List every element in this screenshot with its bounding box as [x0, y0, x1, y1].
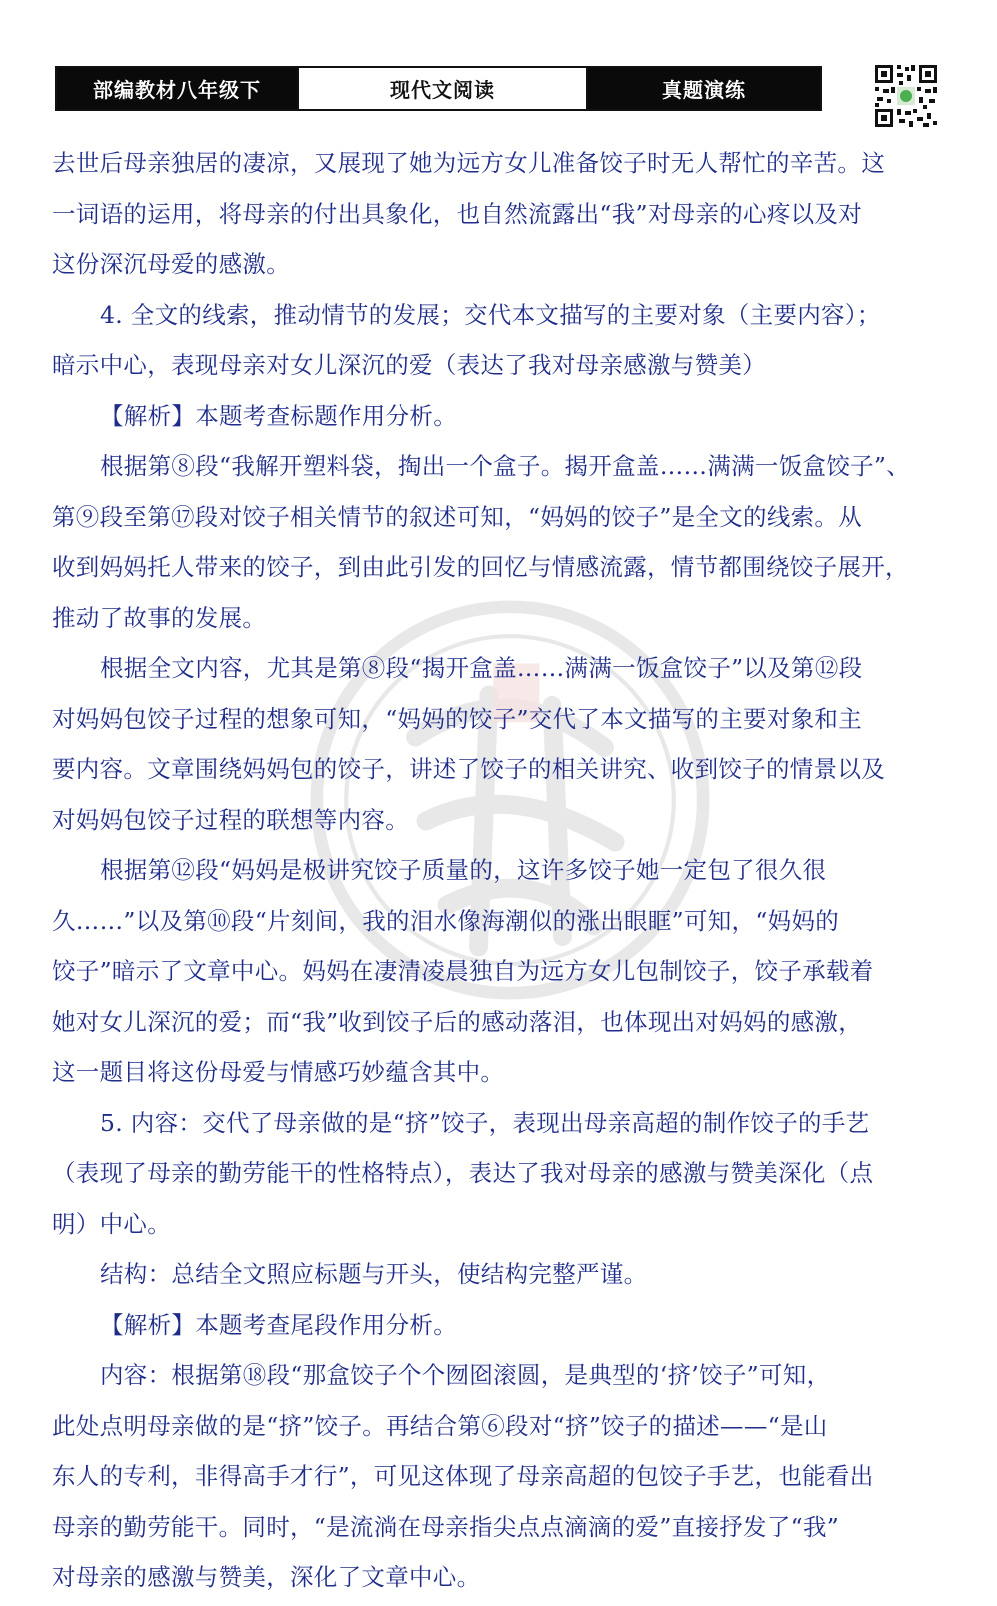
- text-line: 对妈妈包饺子过程的想象可知，“妈妈的饺子”交代了本文描写的主要对象和主: [52, 704, 863, 733]
- text-line: 根据第⑫段“妈妈是极讲究饺子质量的，这许多饺子她一定包了很久很: [100, 856, 827, 884]
- answer-5-heading: 5. 内容：交代了母亲做的是“挤”饺子，表现出母亲高超的制作饺子的手艺: [100, 1108, 870, 1137]
- text-line: 她对女儿深沉的爱；而“我”收到饺子后的感动落泪，也体现出对妈妈的感激，: [52, 1007, 863, 1036]
- text-line: 一词语的运用，将母亲的付出具象化，也自然流露出“我”对母亲的心疼以及对: [52, 199, 863, 228]
- analysis-label: 【解析】本题考查尾段作用分析。: [100, 1310, 457, 1339]
- text-line: 东人的专利，非得高手才行”，可见这体现了母亲高超的包饺子手艺，也能看出: [52, 1462, 874, 1490]
- text-line: 内容：根据第⑱段“那盒饺子个个囫囵滚圆，是典型的‘挤’饺子”可知，: [100, 1361, 831, 1389]
- text-line: 第⑨段至第⑰段对饺子相关情节的叙述可知，“妈妈的饺子”是全文的线索。从: [52, 502, 863, 531]
- text-line: 此处点明母亲做的是“挤”饺子。再结合第⑥段对“挤”饺子的描述——“是山: [52, 1411, 828, 1440]
- text-line: 这一题目将这份母爱与情感巧妙蕴含其中。: [52, 1058, 505, 1086]
- structure-answer: 结构：总结全文照应标题与开头，使结构完整严谨。: [100, 1260, 648, 1288]
- header-textbook: 部编教材八年级下: [57, 68, 297, 109]
- text-line: 根据全文内容，尤其是第⑧段“揭开盒盖……满满一饭盒饺子”以及第⑫段: [100, 654, 863, 682]
- text-line: 饺子”暗示了文章中心。妈妈在凄清凌晨独自为远方女儿包制饺子，饺子承载着: [52, 957, 874, 985]
- text-line: 推动了故事的发展。: [52, 603, 267, 632]
- header-bar: [55, 66, 822, 111]
- text-line: 收到妈妈托人带来的饺子，到由此引发的回忆与情感流露，情节都围绕饺子展开，: [52, 553, 909, 581]
- text-line: 这份深沉母爱的感激。: [52, 250, 290, 278]
- text-line: 对母亲的感激与赞美，深化了文章中心。: [52, 1563, 481, 1591]
- answer-4-heading: 4. 全文的线索，推动情节的发展；交代本文描写的主要对象（主要内容）；: [100, 300, 881, 329]
- header-practice: 真题演练: [588, 68, 820, 109]
- text-line: 对妈妈包饺子过程的联想等内容。: [52, 805, 409, 834]
- text-line: （表现了母亲的勤劳能干的性格特点），表达了我对母亲的感激与赞美深化（点: [52, 1159, 874, 1187]
- text-line: 母亲的勤劳能干。同时，“是流淌在母亲指尖点点滴滴的爱”直接抒发了“我”: [52, 1512, 840, 1541]
- text-line: 要内容。文章围绕妈妈包的饺子，讲述了饺子的相关讲究、收到饺子的情景以及: [52, 755, 885, 783]
- qr-code-icon: [873, 63, 939, 129]
- text-line: 根据第⑧段“我解开塑料袋，掏出一个盒子。揭开盒盖……满满一饭盒饺子”、: [100, 452, 911, 480]
- header-section: 现代文阅读: [297, 68, 588, 109]
- text-line: 久……”以及第⑩段“片刻间，我的泪水像海潮似的涨出眼眶”可知，“妈妈的: [52, 906, 840, 935]
- text-line: 暗示中心，表现母亲对女儿深沉的爱（表达了我对母亲感激与赞美）: [52, 351, 766, 379]
- text-line: 明）中心。: [52, 1209, 171, 1238]
- analysis-label: 【解析】本题考查标题作用分析。: [100, 401, 457, 430]
- text-line: 去世后母亲独居的凄凉，又展现了她为远方女儿准备饺子时无人帮忙的辛苦。这: [52, 149, 885, 177]
- answer-text: [52, 138, 942, 1603]
